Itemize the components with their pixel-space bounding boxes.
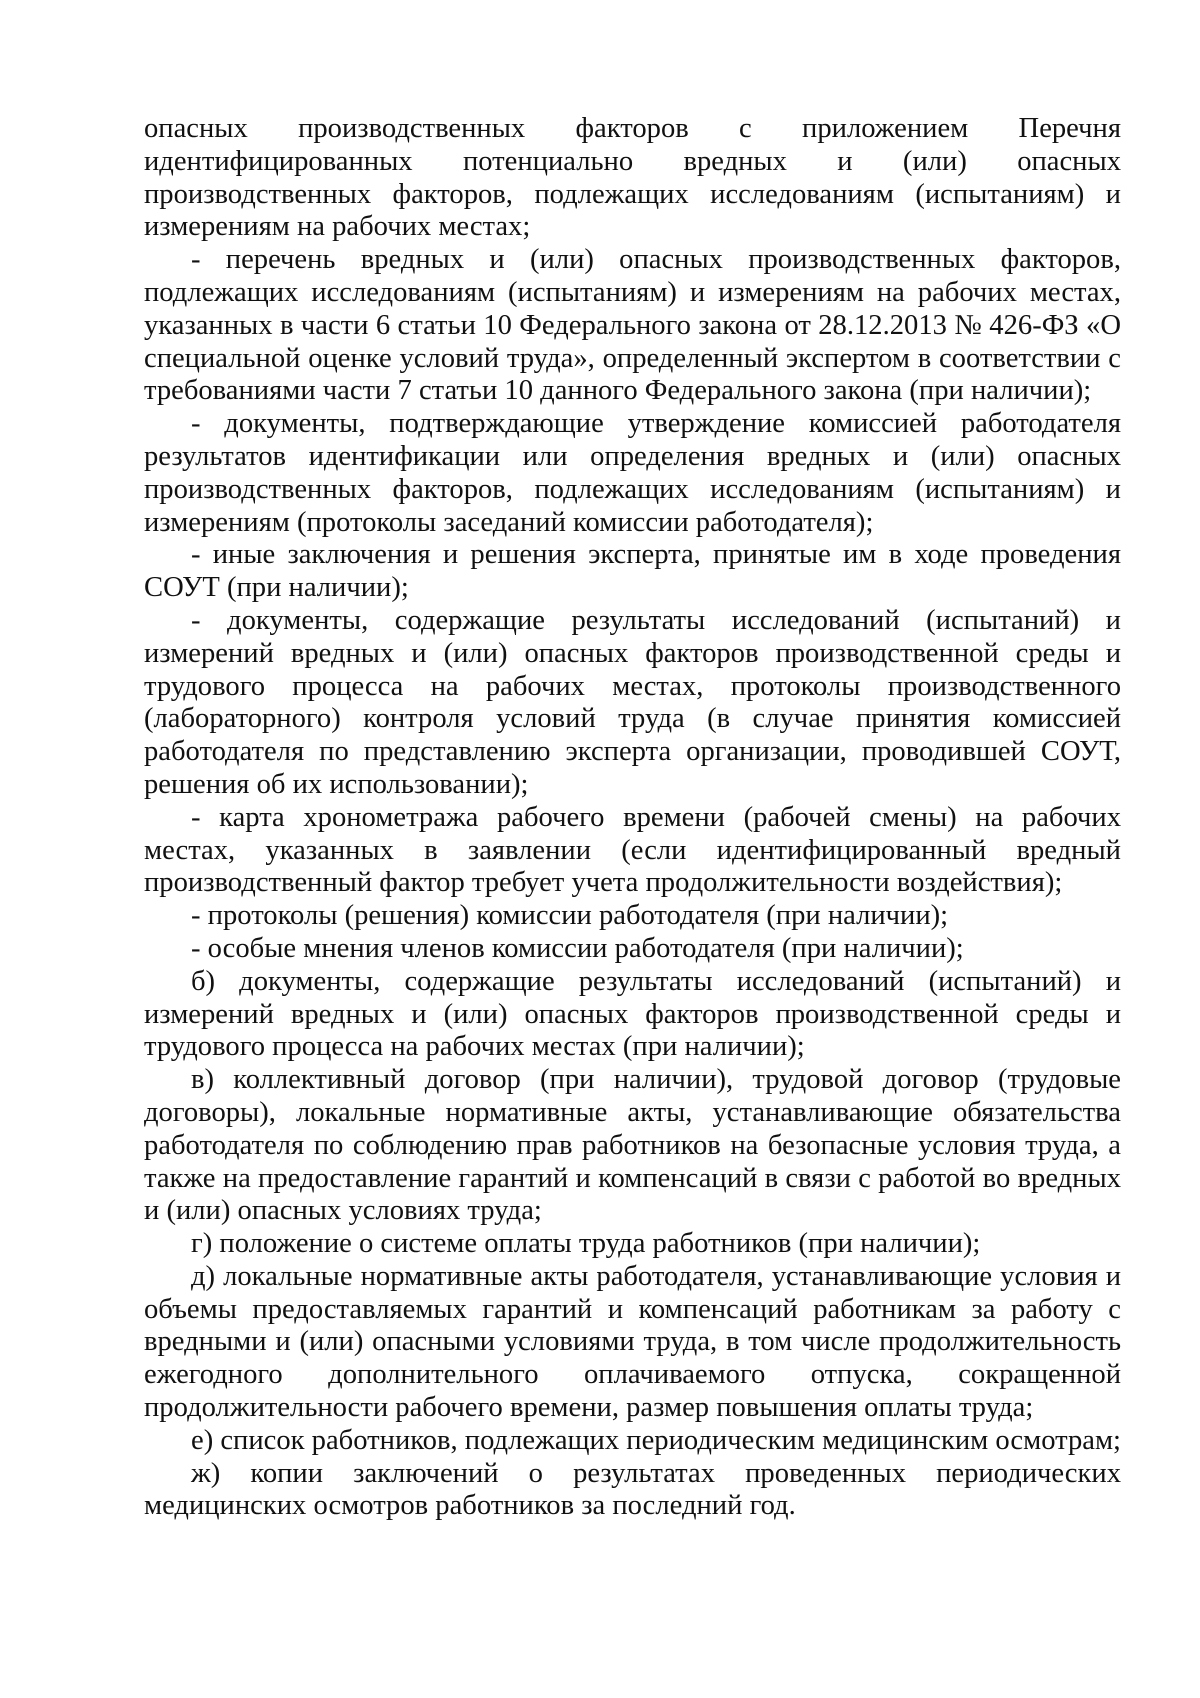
list-item-commission-protocols: - протоколы (решения) комиссии работодателя (при наличии); <box>191 900 949 932</box>
list-item-commission-approval-documents: - документы, подтверждающие утверждение комиссией работодателя результатов идентификации или определения вредных и (или) опасных производственных факторов, подлежащих исследованиям (испытаниям) и измерениям (протоколы заседаний комиссии работодателя); <box>144 408 1121 538</box>
list-item-e-workers-list: е) список работников, подлежащих периодическим медицинским осмотрам; <box>191 1424 1121 1456</box>
list-item-expert-conclusions: - иные заключения и решения эксперта, принятые им в ходе проведения СОУТ (при наличии); <box>144 539 1121 604</box>
list-item-special-opinions: - особые мнения членов комиссии работодателя (при наличии); <box>191 932 964 964</box>
document-page <box>144 113 1121 1523</box>
list-item-zh-medical-conclusions: ж) копии заключений о результатах проведенных периодических медицинских осмотров работников за последний год. <box>144 1457 1121 1522</box>
list-item-v-collective-agreement: в) коллективный договор (при наличии), трудовой договор (трудовые договоры), локальные нормативные акты, устанавливающие обязательства работодателя по соблюдению прав работников на безопасные условия труда, а также на предоставление гарантий и компенсаций в связи с работой во вредных и (или) опасных условиях труда; <box>144 1064 1121 1227</box>
continuation-paragraph: опасных производственных факторов с приложением Перечня идентифицированных потенциально вредных и (или) опасных производственных факторов, подлежащих исследованиям (испытаниям) и измерениям на рабочих местах; <box>144 113 1121 243</box>
list-item-d-local-acts: д) локальные нормативные акты работодателя, устанавливающие условия и объемы предоставляемых гарантий и компенсаций работникам за работу с вредными и (или) опасными условиями труда, в том числе продолжительность ежегодного дополнительного оплачиваемого отпуска, сокращенной продолжительности рабочего времени, размер повышения оплаты труда; <box>144 1260 1121 1424</box>
list-item-hazard-factors-list: - перечень вредных и (или) опасных производственных факторов, подлежащих исследованиям (испытаниям) и измерениям на рабочих местах, указанных в части 6 статьи 10 Федерального закона от 28.12.2013 № 426-ФЗ «О специальной оценке условий труда», определенный экспертом в соответствии с требованиями части 7 статьи 10 данного Федерального закона (при наличии); <box>144 244 1121 407</box>
list-item-b-research-documents: б) документы, содержащие результаты исследований (испытаний) и измерений вредных и (или) опасных факторов производственной среды и трудового процесса на рабочих местах (при наличии); <box>144 965 1121 1063</box>
list-item-timing-chart: - карта хронометража рабочего времени (рабочей смены) на рабочих местах, указанных в заявлении (если идентифицированный вредный производственный фактор требует учета продолжительности воздействия); <box>144 801 1121 899</box>
list-item-g-payment-system: г) положение о системе оплаты труда работников (при наличии); <box>191 1228 981 1260</box>
list-item-research-results-documents: - документы, содержащие результаты исследований (испытаний) и измерений вредных и (или) опасных факторов производственной среды и трудового процесса на рабочих местах, протоколы производственного (лабораторного) контроля условий труда (в случае принятия комиссией работодателя по представлению эксперта организации, проводившей СОУТ, решения об их использовании); <box>144 604 1121 800</box>
